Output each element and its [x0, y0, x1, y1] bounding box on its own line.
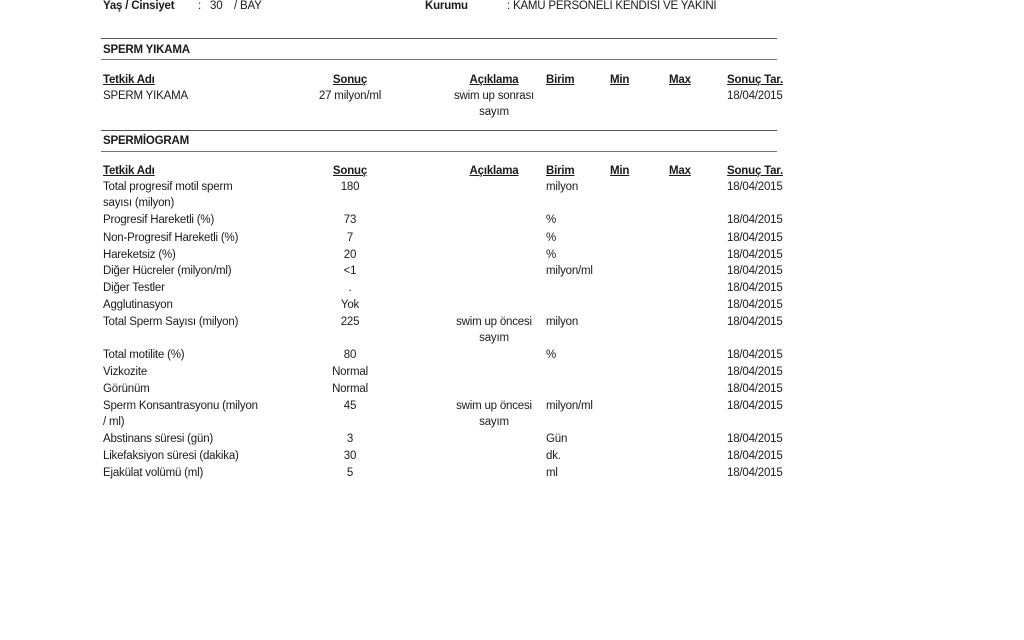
row-date: 18/04/2015: [727, 400, 783, 412]
row-date: 18/04/2015: [727, 383, 783, 395]
row-result: Normal: [332, 383, 368, 395]
row-unit: milyon/ml: [546, 265, 593, 277]
row-name: Progresif Hareketli (%): [103, 214, 215, 226]
row-date: 18/04/2015: [727, 249, 783, 261]
row-result: 7: [346, 232, 354, 244]
row-name-cont: sayısı (milyon): [103, 197, 175, 209]
row-unit: %: [546, 214, 557, 226]
section-divider: [101, 38, 777, 39]
section-divider: [101, 151, 777, 152]
row-result: 5: [346, 467, 354, 479]
row-result: <1: [343, 265, 357, 277]
row-name: Diğer Hücreler (milyon/ml): [103, 265, 232, 277]
section-divider: [101, 59, 777, 60]
row-result: 27 milyon/ml: [318, 90, 382, 102]
row-unit: %: [546, 232, 557, 244]
col-header-date: Sonuç Tar.: [727, 165, 783, 177]
institution-label: Kurumu: [425, 0, 468, 12]
row-date: 18/04/2015: [727, 467, 783, 479]
row-result: 80: [343, 349, 357, 361]
row-result: 225: [340, 316, 360, 328]
row-unit: milyon: [546, 181, 579, 193]
row-desc-cont: sayım: [479, 106, 509, 118]
section-title-spermiogram: SPERMİOGRAM: [103, 135, 189, 147]
col-header-date: Sonuç Tar.: [727, 74, 783, 86]
age-value: 30: [210, 0, 223, 12]
col-header-desc: Açıklama: [469, 74, 519, 86]
gender-value: / BAY: [234, 0, 262, 12]
row-name: Sperm Konsantrasyonu (milyon: [103, 400, 258, 412]
row-date: 18/04/2015: [727, 90, 783, 102]
row-result: 45: [343, 400, 357, 412]
row-date: 18/04/2015: [727, 181, 783, 193]
row-result: 20: [343, 249, 357, 261]
row-desc-cont: sayım: [479, 332, 509, 344]
row-date: 18/04/2015: [727, 316, 783, 328]
col-header-unit: Birim: [546, 165, 575, 177]
col-header-desc: Açıklama: [469, 165, 519, 177]
row-result: 73: [343, 214, 357, 226]
row-date: 18/04/2015: [727, 282, 783, 294]
row-date: 18/04/2015: [727, 349, 783, 361]
row-name-cont: / ml): [103, 416, 125, 428]
row-desc: swim up sonrası: [453, 90, 535, 102]
col-header-result: Sonuç: [332, 74, 368, 86]
col-header-min: Min: [610, 165, 630, 177]
section-title-sperm-yikama: SPERM YIKAMA: [103, 44, 190, 56]
row-result: .: [348, 282, 352, 294]
row-name: Total Sperm Sayısı (milyon): [103, 316, 239, 328]
row-date: 18/04/2015: [727, 299, 783, 311]
row-result: Normal: [332, 366, 368, 378]
col-header-name: Tetkik Adı: [103, 165, 155, 177]
row-result: Yok: [340, 299, 360, 311]
row-unit: %: [546, 349, 557, 361]
row-desc: swim up öncesi: [456, 316, 532, 328]
row-date: 18/04/2015: [727, 450, 783, 462]
row-name: Diğer Testler: [103, 282, 165, 294]
row-desc-cont: sayım: [479, 416, 509, 428]
section-divider: [101, 130, 777, 131]
col-header-name: Tetkik Adı: [103, 74, 155, 86]
row-unit: dk.: [546, 450, 561, 462]
row-name: Görünüm: [103, 383, 150, 395]
row-unit: %: [546, 249, 557, 261]
row-date: 18/04/2015: [727, 366, 783, 378]
col-header-max: Max: [669, 165, 691, 177]
age-gender-label: Yaş / Cinsiyet: [103, 0, 175, 12]
col-header-max: Max: [669, 74, 691, 86]
row-name: Abstinans süresi (gün): [103, 433, 214, 445]
row-name: Likefaksiyon süresi (dakika): [103, 450, 239, 462]
col-header-unit: Birim: [546, 74, 575, 86]
row-result: 3: [346, 433, 354, 445]
row-name: Vizkozite: [103, 366, 148, 378]
row-date: 18/04/2015: [727, 433, 783, 445]
row-desc: swim up öncesi: [456, 400, 532, 412]
row-name: SPERM YIKAMA: [103, 90, 188, 102]
col-header-min: Min: [610, 74, 630, 86]
institution-value: : KAMU PERSONELİ KENDİSİ VE YAKINI: [507, 0, 717, 12]
row-name: Non-Progresif Hareketli (%): [103, 232, 239, 244]
row-name: Hareketsiz (%): [103, 249, 176, 261]
row-name: Total motilite (%): [103, 349, 185, 361]
row-date: 18/04/2015: [727, 232, 783, 244]
row-unit: milyon: [546, 316, 579, 328]
row-name: Total progresif motil sperm: [103, 181, 233, 193]
row-result: 30: [343, 450, 357, 462]
row-date: 18/04/2015: [727, 214, 783, 226]
row-unit: milyon/ml: [546, 400, 593, 412]
row-date: 18/04/2015: [727, 265, 783, 277]
row-name: Ejakülat volümü (ml): [103, 467, 204, 479]
row-result: 180: [340, 181, 360, 193]
col-header-result: Sonuç: [332, 165, 368, 177]
row-name: Agglutinasyon: [103, 299, 173, 311]
row-unit: ml: [546, 467, 558, 479]
age-separator: :: [198, 0, 201, 12]
row-unit: Gün: [546, 433, 568, 445]
